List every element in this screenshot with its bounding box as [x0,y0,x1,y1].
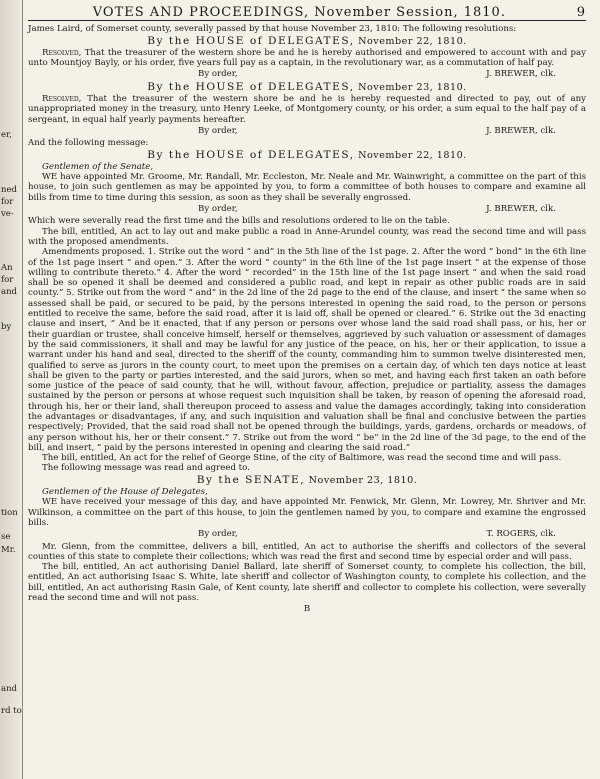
house-heading [28,36,586,47]
paragraph: And the following message: [28,138,149,149]
page-title: VOTES AND PROCEEDINGS, November Session, 1810. [92,5,506,20]
resolution-text: That the treasurer of the western shore be and he is hereby requested and directed to pay, out of any unappropriated money in the treasury, unto Henry Leeke, of Montgomery county, or his order, a sum equal to the half pay of a sergeant, in equal half yearly payments hereafter. [28,94,587,125]
paragraph: James Laird, of Somerset county, severally passed by that house November 23, 1810: The following resolutions: [28,24,517,35]
gutter-fragment: er, [1,130,12,140]
resolution-text: That the treasurer of the western shore be and he is hereby authorised and empowered to account with and pay unto Mountjoy Bayly, or his order, five years full pay as a captain, in the revolutionary war, as a commutation of half pay. [28,47,586,69]
heading-date: November 22, 1810. [358,35,467,47]
resolution [28,48,586,69]
clerk-name: J. BREWER, clk. [486,204,556,215]
message-text: WE have received your message of this day, and have appointed Mr. Fenwick, Mr. Glenn, Mr. Lowrey, Mr. Shriver and Mr. Wilkinson, a committee on the part of this house, to join the gentlemen named by you, to compare and examine the engrossed bills. [28,497,586,528]
clerk-name: J. BREWER, clk. [486,69,556,80]
by-order: By order, [198,125,238,136]
clerk-name: J. BREWER, clk. [486,125,556,136]
gutter-fragment: se [1,532,11,542]
resolved-lead: Resolved, [42,47,82,58]
gutter-fragment: Mr. [1,545,16,555]
gutter-fragment: rd to [1,706,22,716]
by-order: By order, [198,69,238,80]
salutation: Gentlemen of the Senate, [42,161,154,172]
heading-date: November 22, 1810. [358,149,467,161]
house-name: By the HOUSE of DELEGATES, [147,34,355,47]
resolved-lead: Resolved, [42,94,82,105]
paragraph: Which were severally read the first time and the bills and resolutions ordered to lie on the table. [28,216,450,227]
document-page [28,5,587,615]
house-heading [28,82,586,93]
paragraph: The bill, entitled, An act for the relief of George Stine, of the city of Baltimore, was read the second time and will pass. [42,453,562,464]
resolution [28,94,586,125]
house-name: By the HOUSE of DELEGATES, [147,148,355,161]
heading-date: November 23, 1810. [308,474,418,486]
house-heading [28,475,586,486]
house-heading [28,150,586,161]
paragraph: The following message was read and agreed to. [42,463,250,474]
folio-signature: B [303,604,311,615]
signature-line [28,204,586,214]
gutter-fragment: tion [1,508,18,518]
by-order: By order, [198,204,238,215]
page-number: 9 [576,5,586,20]
house-name: By the SENATE, [196,473,306,486]
heading-date: November 23, 1810. [358,81,467,93]
gutter-fragment: ned [1,185,17,195]
signature-line [28,529,586,539]
paragraph: Mr. Glenn, from the committee, delivers a bill, entitled, An act to authorise the sheriffs and collectors of the several counties of this state to complete their collections; which was read the first and second time by especial order and will pass. [28,541,586,562]
gutter-fragment: ve- [1,209,14,219]
gutter-fragment: and [1,287,17,297]
amendments-paragraph: Amendments proposed. 1. Strike out the word “ and” in the 5th line of the 1st page. 2. After the word “ bond” in the 6th line of the 1st page insert “ and open.” 3. After the word “ county” in the 6th line of the 1st page insert “ at the expense of those willing to contribute thereto.” 4. After the word “ recorded” in the 15th line of the 1st page insert “ and when the said road shall be so opened it shall be deemed and considered a public road, and kept in repair as other public roads are in said county.” 5. Strike out from the word “ and” in the 2d line of the 2d page to the end of the clause, and insert “ the same when so assessed shall be paid, or secured to be paid, by the persons interested in opening the said road, to the person or persons entitled to receive the same, before the said road, after it is laid off, shall be opened or cleared.” 6. Strike out the 3d enacting clause and insert, “ And be it enacted, that if any person or persons over whose land the said road shall pass, or his, her or their guardian or trustee, shall conceive himself, herself or themselves, aggrieved by such valuation or assessment of damages by the said commissioners, it shall and may be lawful for any justice of the peace, on his, her or their application, to issue a warrant under his hand and seal, directed to the sheriff of the county, commanding him to summon twelve disinterested men, qualified to serve as jurors in the county court, to meet upon the premises on a certain day, of which ten days notice at least shall be given to the party or parties interested, and the said jurors, when so met, and having each first taken an oath before some justice of the peace of said county, that he will, without favour, affection, prejudice or partiality, assess the damages sustained by the person or persons at whose request such inquisition shall be taken, by reason of opening the aforesaid road, through his, her or their land, shall thereupon proceed to assess and value the damages accordingly, taking into consideration the advantages or disadvantages, if any, and such inquisition and valuation shall be final and conclusive between the parties respectively; Provided, that the said road shall not be opened through the buildings, yards, gardens, orchards or meadows, of any person without his, her or their consent.” 7. Strike out from the word “ be” in the 2d line of the 3d page, to the end of the bill, and insert, “ paid by the persons interested in opening and clearing the said road.” [28,247,586,453]
gutter-fragment: for [1,197,14,207]
signature-line [28,69,586,79]
message-text: WE have appointed Mr. Groome, Mr. Randall, Mr. Eccleston, Mr. Neale and Mr. Wainwright, a committee on the part of this house, to join such gentlemen as may be appointed by you, to form a committee of both houses to compare and examine all bills from time to time during this session, as soon as they shall be severally engrossed. [28,172,586,203]
salutation: Gentlemen of the House of Delegates, [42,487,208,498]
running-head [28,5,586,21]
left-page-gutter [0,0,23,779]
gutter-fragment: and [1,684,17,694]
paragraph: The bill, entitled, An act to lay out and make public a road in Anne-Arundel county, was read the second time and will pass with the proposed amendments. [28,226,586,247]
house-name: By the HOUSE of DELEGATES, [147,80,355,93]
gutter-fragment: by [1,322,12,332]
by-order: By order, [198,529,238,540]
gutter-fragment: for [1,275,14,285]
clerk-name: T. ROGERS, clk. [486,529,556,540]
gutter-fragment: An [1,263,13,273]
signature-line [28,126,586,136]
paragraph: The bill, entitled, An act authorising Daniel Ballard, late sheriff of Somerset county, to complete his collection, the bill, entitled, An act authorising Isaac S. White, late sheriff and collector of Washington county, to complete his collection, and the bill, entitled, An act authorising Rasin Gale, of Kent county, late sheriff and collector to complete his collection, were severally read the second time and will not pass. [28,562,586,604]
